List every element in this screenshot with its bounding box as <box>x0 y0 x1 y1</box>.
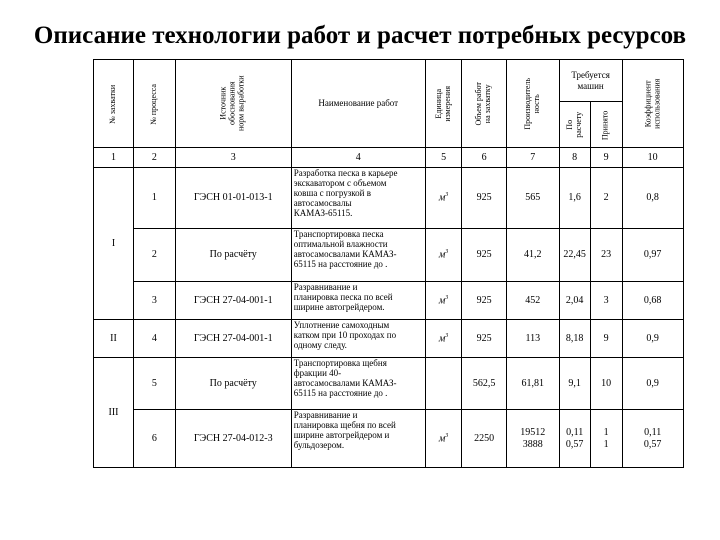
accepted-cell: 23 <box>590 229 622 282</box>
productivity-value: 19512 <box>520 427 546 438</box>
column-number: 1 <box>94 148 134 168</box>
work-line: оптимальной влажности <box>293 239 388 250</box>
header-productivity-line: Производитель <box>522 77 532 130</box>
work-line: 65115 на расстояние до . <box>293 388 388 399</box>
work-line: планировка песка по всей <box>293 292 393 303</box>
column-number: 3 <box>175 148 291 168</box>
coefficient-cell: 0,9 <box>622 358 683 410</box>
header-coefficient-line: Коэффициент <box>642 80 652 127</box>
header-volume-line: Объем работ <box>474 81 484 126</box>
work-line: бульдозером. <box>293 440 345 451</box>
coefficient-value: 0,11 <box>644 427 662 438</box>
unit-text: м <box>438 294 446 306</box>
header-source-line: норм выработки <box>236 75 246 132</box>
unit-text: м <box>438 332 446 344</box>
work-cell <box>291 410 425 468</box>
unit-cell <box>425 410 462 468</box>
table-row <box>94 320 684 358</box>
coefficient-cell: 0,97 <box>622 229 683 282</box>
header-source <box>175 60 291 148</box>
zahvatka-cell: III <box>94 358 134 468</box>
process-cell: 5 <box>134 358 176 410</box>
header-coefficient <box>622 60 683 148</box>
zahvatka-cell: II <box>94 320 134 358</box>
coefficient-cell: 0,9 <box>622 320 683 358</box>
by-calc-cell <box>559 410 590 468</box>
page-title: Описание технологии работ и расчет потребных ресурсов <box>33 22 687 49</box>
header-volume-label <box>475 82 493 125</box>
column-number: 4 <box>291 148 425 168</box>
coefficient-cell: 0,8 <box>622 168 683 229</box>
unit-sup: 3 <box>445 432 449 439</box>
process-cell: 2 <box>134 229 176 282</box>
accepted-cell: 9 <box>590 320 622 358</box>
accepted-cell <box>590 410 622 468</box>
header-by-calc <box>559 102 590 148</box>
header-coefficient-label <box>644 78 662 128</box>
work-line: ковша с погрузкой в <box>293 188 371 199</box>
by-calc-value: 0,57 <box>565 438 584 450</box>
unit-sup: 3 <box>445 332 449 339</box>
unit-text: м <box>438 432 446 444</box>
accepted-cell: 2 <box>590 168 622 229</box>
table-row <box>94 282 684 320</box>
header-source-line: Источник <box>219 87 229 120</box>
source-cell: По расчёту <box>175 358 291 410</box>
work-line: Разработка песка в карьере <box>293 168 398 178</box>
process-cell: 6 <box>134 410 176 468</box>
column-number-row <box>94 148 684 168</box>
header-unit-line: Единица <box>433 88 443 119</box>
unit-cell <box>425 229 462 282</box>
work-line: автосамосвалами КАМАЗ- <box>293 378 397 389</box>
header-accepted <box>590 102 622 148</box>
volume-cell: 925 <box>462 320 506 358</box>
by-calc-cell: 1,6 <box>559 168 590 229</box>
header-unit-label <box>435 86 453 122</box>
work-line: Разравнивание и <box>293 410 358 420</box>
header-source-label <box>220 76 246 132</box>
header-work-name: Наименование работ <box>291 60 425 148</box>
header-volume <box>462 60 506 148</box>
header-process <box>134 60 176 148</box>
by-calc-cell: 8,18 <box>559 320 590 358</box>
header-row-1 <box>94 60 684 102</box>
work-line: автосамосвалами КАМАЗ- <box>293 249 397 260</box>
header-coefficient-line: использования <box>651 78 661 129</box>
column-number: 9 <box>590 148 622 168</box>
unit-text: м <box>438 192 446 204</box>
table-row <box>94 168 684 229</box>
work-line: КАМАЗ-65115. <box>293 208 353 219</box>
column-number: 10 <box>622 148 683 168</box>
by-calc-cell: 2,04 <box>559 282 590 320</box>
column-number: 5 <box>425 148 462 168</box>
header-accepted-label: Принято <box>600 110 610 141</box>
productivity-cell: 61,81 <box>506 358 559 410</box>
header-unit <box>425 60 462 148</box>
unit-cell <box>425 282 462 320</box>
work-line: Уплотнение самоходным <box>293 320 390 330</box>
header-process-label: № процесса <box>148 84 158 125</box>
unit-text: м <box>438 249 446 261</box>
header-machines-line: Требуется <box>571 70 610 81</box>
work-cell <box>291 229 425 282</box>
column-number: 7 <box>506 148 559 168</box>
source-cell: ГЭСН 01-01-013-1 <box>175 168 291 229</box>
accepted-cell: 3 <box>590 282 622 320</box>
work-line: планировка щебня по всей <box>293 420 396 431</box>
unit-cell <box>425 168 462 229</box>
unit-sup: 3 <box>445 249 449 256</box>
column-number: 8 <box>559 148 590 168</box>
unit-sup: 3 <box>445 294 449 301</box>
productivity-cell: 452 <box>506 282 559 320</box>
header-productivity-label <box>524 78 542 130</box>
coefficient-value: 0,57 <box>643 438 662 450</box>
source-cell: ГЭСН 27-04-001-1 <box>175 282 291 320</box>
header-machines-required <box>559 60 622 102</box>
volume-cell: 925 <box>462 168 506 229</box>
by-calc-value: 0,11 <box>566 427 584 438</box>
volume-cell: 925 <box>462 282 506 320</box>
volume-cell: 2250 <box>462 410 506 468</box>
work-line: Транспортировка песка <box>293 229 384 239</box>
work-line: Разравнивание и <box>293 282 358 292</box>
header-volume-line: на захватку <box>483 84 493 123</box>
header-zahvatka-label: № захватки <box>108 84 118 125</box>
header-zahvatka <box>94 60 134 148</box>
productivity-cell: 113 <box>506 320 559 358</box>
header-by-calc-line: расчету <box>573 111 583 138</box>
header-unit-line: измерения <box>442 85 452 122</box>
coefficient-cell: 0,68 <box>622 282 683 320</box>
process-cell: 3 <box>134 282 176 320</box>
unit-cell <box>425 320 462 358</box>
work-line: катком при 10 проходах по <box>293 330 397 341</box>
process-cell: 4 <box>134 320 176 358</box>
process-cell: 1 <box>134 168 176 229</box>
coefficient-cell <box>622 410 683 468</box>
work-cell <box>291 358 425 410</box>
table-row <box>94 410 684 468</box>
work-cell <box>291 320 425 358</box>
work-line: автосамосвалы <box>293 198 352 209</box>
unit-cell <box>425 358 462 410</box>
column-number: 6 <box>462 148 506 168</box>
work-cell <box>291 282 425 320</box>
work-line: одному следу. <box>293 340 347 351</box>
work-line: 65115 на расстояние до . <box>293 259 388 270</box>
source-cell: По расчёту <box>175 229 291 282</box>
productivity-cell: 565 <box>506 168 559 229</box>
by-calc-cell: 22,45 <box>559 229 590 282</box>
source-cell: ГЭСН 27-04-012-3 <box>175 410 291 468</box>
accepted-value: 1 <box>603 427 609 438</box>
work-line: фракции 40- <box>293 368 342 379</box>
zahvatka-cell: I <box>94 168 134 320</box>
accepted-value: 1 <box>603 438 609 450</box>
header-by-calc-line: По <box>564 119 574 130</box>
header-productivity-line: ность <box>531 93 541 114</box>
work-cell <box>291 168 425 229</box>
productivity-cell <box>506 410 559 468</box>
productivity-value: 3888 <box>522 438 543 450</box>
work-line: ширине автогрейдером. <box>293 302 385 313</box>
table-row <box>94 358 684 410</box>
resources-table <box>93 59 684 468</box>
work-line: экскаватором с объемом <box>293 178 387 189</box>
header-by-calc-label <box>566 112 584 138</box>
volume-cell: 925 <box>462 229 506 282</box>
work-line: ширине автогрейдером и <box>293 430 390 441</box>
source-cell: ГЭСН 27-04-001-1 <box>175 320 291 358</box>
by-calc-cell: 9,1 <box>559 358 590 410</box>
table-row <box>94 229 684 282</box>
accepted-cell: 10 <box>590 358 622 410</box>
header-source-line: обоснования <box>227 81 237 126</box>
column-number: 2 <box>134 148 176 168</box>
volume-cell: 562,5 <box>462 358 506 410</box>
header-productivity <box>506 60 559 148</box>
header-machines-line: машин <box>577 80 604 91</box>
work-line: Транспортировка щебня <box>293 358 387 368</box>
productivity-cell: 41,2 <box>506 229 559 282</box>
unit-sup: 3 <box>445 192 449 199</box>
